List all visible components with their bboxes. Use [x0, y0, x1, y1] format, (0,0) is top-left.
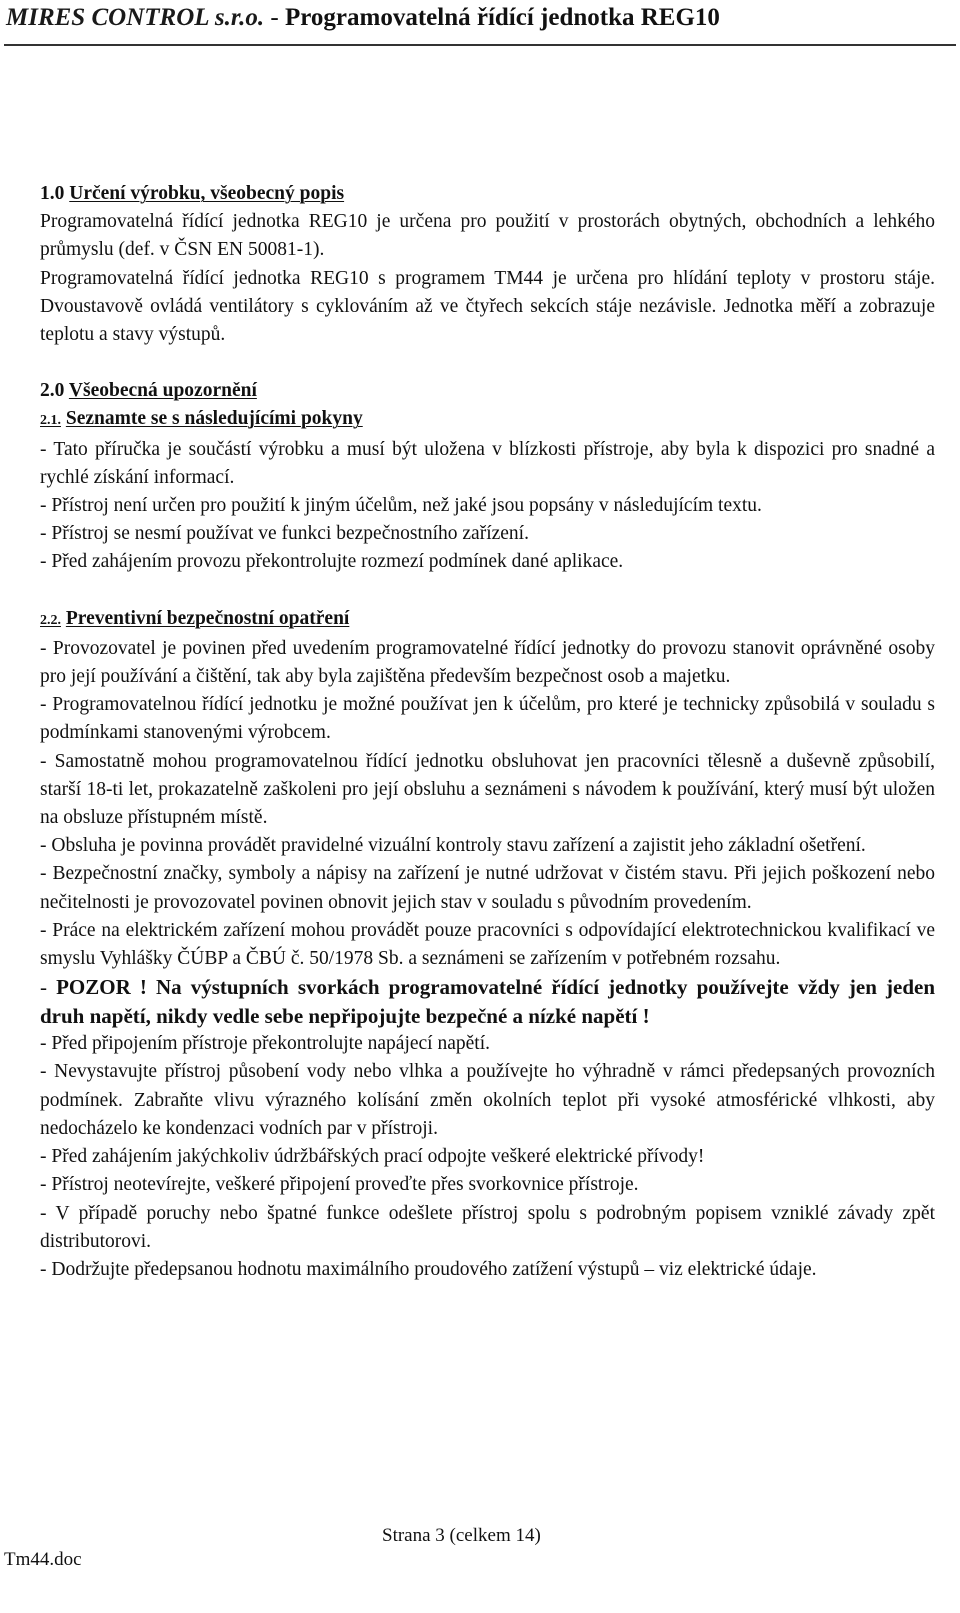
list-item: - Nevystavujte přístroj působení vody nebo vlhka a používejte ho výhradně v rámci předepsaných provozních podmínek. Zabraňte vlivu výrazného kolísání změn okolních teplot při vysoké atmosférické vlhkosti, aby nedocházelo ke kondenzaci vodních par v přístroji. [40, 1061, 935, 1139]
header-separator: - [270, 4, 279, 31]
warning-notice [40, 973, 935, 1030]
list-item: - V případě poruchy nebo špatné funkce odešlete přístroj spolu s podrobným popisem vzniklé závady zpět distributorovi. [40, 1202, 935, 1252]
section-1-heading [40, 180, 935, 208]
list-item: - Obsluha je povinna provádět pravidelné vizuální kontroly stavu zařízení a zajistit jeho základní ošetření. [40, 835, 866, 857]
list-item: - Programovatelnou řídící jednotku je možné používat jen k účelům, pro které je technicky způsobilá v souladu s podmínkami stanovenými výrobcem. [40, 694, 935, 744]
warning-text: Na výstupních svorkách programovatelné řídící jednotky používejte vždy jen jeden druh napětí, nikdy vedle sebe nepřipojujte bezpečné a nízké napětí ! [40, 975, 936, 1028]
list-item: - Přístroj neotevírejte, veškeré připojení proveďte přes svorkovnice přístroje. [40, 1174, 639, 1196]
product-name: Programovatelná řídící jednotka REG10 [285, 4, 720, 31]
warning-label: POZOR ! [56, 975, 147, 1000]
list-item: - Přístroj není určen pro použití k jiným účelům, než jaké jsou popsány v následujícím textu. [40, 495, 762, 517]
page-number: Strana 3 (celkem 14) [382, 1525, 541, 1546]
subsection-2-2-title: Preventivní bezpečnostní opatření [65, 607, 350, 629]
subsection-2-1-heading [40, 405, 935, 435]
list-item: - Před zahájením jakýchkoliv údržbářských prací odpojte veškeré elektrické přívody! [40, 1146, 705, 1168]
list-item: - Bezpečnostní značky, symboly a nápisy na zařízení je nutné udržovat v čistém stavu. Při jejich poškození nebo nečitelnosti je provozovatel povinen obnovit jejich stav v souladu s původním provedením. [40, 863, 935, 913]
section-2-heading [40, 377, 935, 405]
list-item: - Přístroj se nesmí používat ve funkci bezpečnostního zařízení. [40, 523, 529, 545]
warning-dash: - [40, 975, 57, 1000]
list-item: - Provozovatel je povinen před uvedením programovatelné řídící jednotky do provozu stanovit oprávněné osoby pro její používání a čištění, tak aby byla zajištěna především bezpečnost osob a majetku. [40, 637, 935, 688]
subsection-2-1-number: 2.1. [40, 413, 61, 429]
page-header [6, 2, 720, 34]
subsection-2-2-heading [40, 605, 935, 635]
subsection-2-2-number: 2.2. [40, 612, 61, 628]
section-2-title: Všeobecná upozornění [68, 380, 257, 402]
list-item: - Práce na elektrickém zařízení mohou provádět pouze pracovníci s odpovídající elektrotechnickou kvalifikací ve smyslu Vyhlášky ČÚBP a ČBÚ č. 50/1978 Sb. a seznámeni se zařízením v potřebném rozsahu. [40, 919, 935, 970]
section-2-number: 2.0 [40, 380, 65, 402]
document-body [40, 180, 935, 1284]
section-1-number: 1.0 [40, 183, 65, 204]
list-item: - Dodržujte předepsanou hodnotu maximálního proudového zatížení výstupů – viz elektrické údaje. [40, 1258, 817, 1280]
company-name: MIRES CONTROL s.r.o. [6, 4, 265, 31]
file-name: Tm44.doc [4, 1549, 82, 1570]
list-item: - Před zahájením provozu překontrolujte rozmezí podmínek dané aplikace. [40, 551, 624, 573]
section-1-paragraph: Programovatelná řídící jednotka REG10 s programem TM44 je určena pro hlídání teploty v prostoru stáje. Dvoustavově ovládá ventilátory s cyklováním až ve čtyřech sekcích stáje nezávisle. Jednotka měří a zobrazuje teplotu a stavy výstupů. [40, 267, 935, 346]
list-item: - Samostatně mohou programovatelnou řídící jednotku obsluhovat jen pracovníci tělesně a duševně způsobilí, starší 18-ti let, prokazatelně zaškoleni pro její obsluhu a seznámeni s návodem k používání, který musí být uložen na obsluze přístupném místě. [40, 750, 935, 829]
header-rule [4, 44, 956, 46]
subsection-2-1-title: Seznamte se s následujícími pokyny [65, 408, 363, 430]
section-1-paragraph: Programovatelná řídící jednotka REG10 je určena pro použití v prostorách obytných, obchodních a lehkého průmyslu (def. v ČSN EN 50081-1). [40, 211, 935, 261]
list-item: - Před připojením přístroje překontrolujte napájecí napětí. [40, 1033, 490, 1055]
list-item: - Tato příručka je součástí výrobku a musí být uložena v blízkosti přístroje, aby byla k dispozici pro snadné a rychlé získání informací. [40, 438, 935, 488]
section-1-title: Určení výrobku, všeobecný popis [69, 183, 345, 204]
